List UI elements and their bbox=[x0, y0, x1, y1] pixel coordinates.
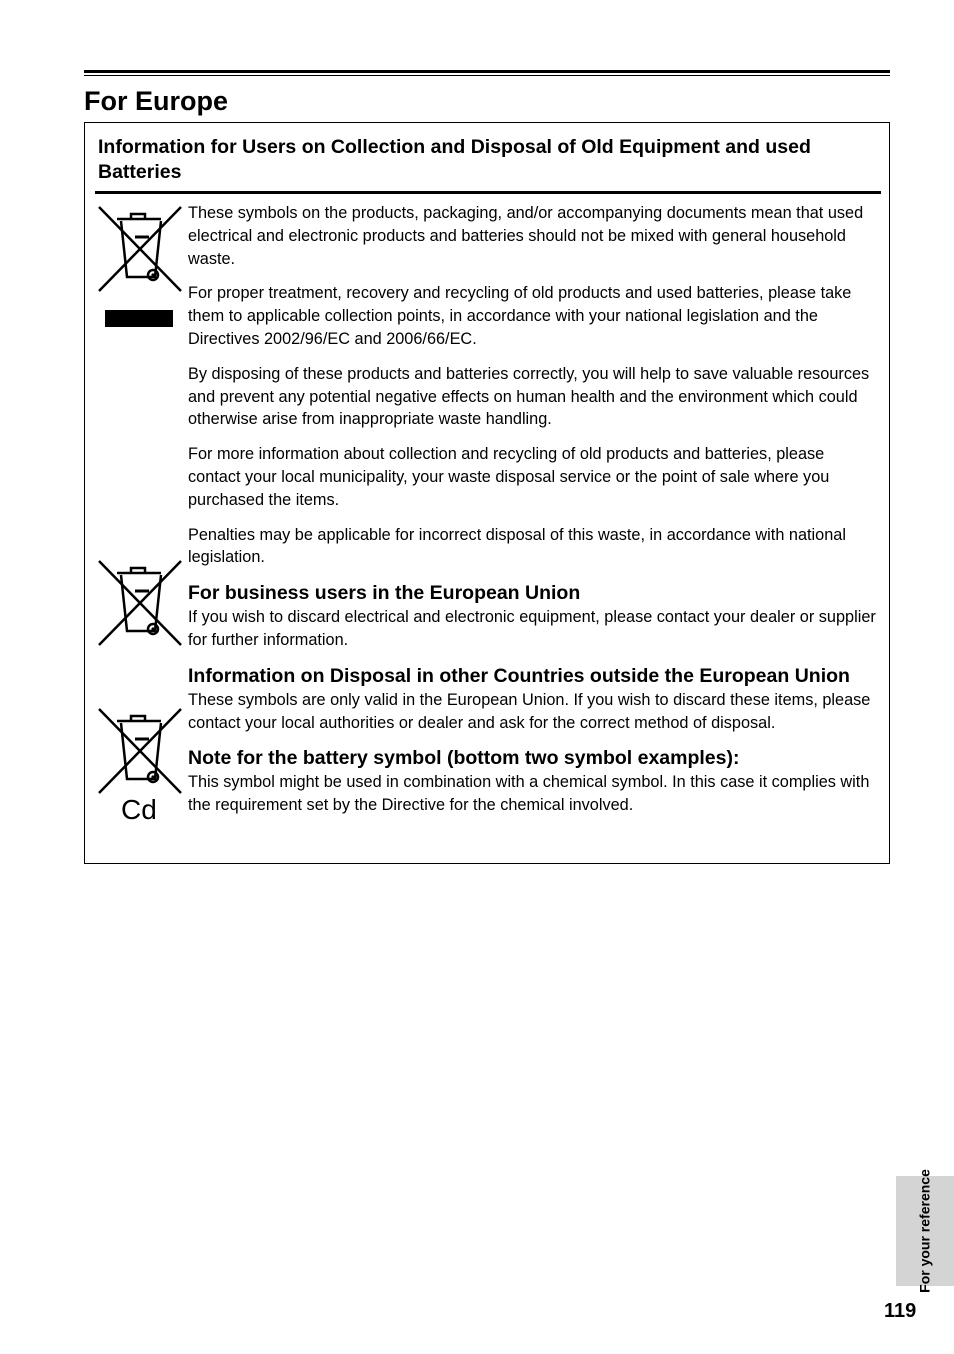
black-bar-symbol bbox=[105, 310, 173, 327]
side-tab[interactable] bbox=[896, 1169, 954, 1293]
side-tab-label: For your reference bbox=[916, 1169, 933, 1293]
paragraph: These symbols on the products, packaging, and/or accompanying documents mean that used electrical and electronic products and batteries should not be mixed with general household waste. bbox=[188, 204, 864, 268]
paragraph: Penalties may be applicable for incorrect disposal of this waste, in accordance with national legislation. bbox=[188, 525, 846, 567]
crossed-bin-icon bbox=[97, 559, 183, 651]
outside-eu-heading: Information on Disposal in other Countries outside the European Union bbox=[188, 664, 850, 687]
disposal-info-box bbox=[84, 122, 890, 864]
paragraph: For more information about collection and recycling of old products and batteries, please contact your local municipality, your waste disposal service or the point of sale where you purchased the items. bbox=[188, 445, 830, 509]
crossed-bin-icon bbox=[97, 707, 183, 799]
outside-eu-text: These symbols are only valid in the European Union. If you wish to discard these items, please contact your local authorities or dealer and ask for the correct method of disposal. bbox=[188, 690, 871, 732]
heading-rule bbox=[95, 191, 881, 194]
crossed-bin-icon bbox=[97, 205, 183, 297]
paragraph: For proper treatment, recovery and recycling of old products and used batteries, please take them to applicable collection points, in accordance with your national legislation and the Directives 2002/96/EC and 2006/66/EC. bbox=[188, 284, 852, 348]
page-title: For Europe bbox=[84, 86, 229, 116]
top-rule-thin bbox=[84, 75, 890, 76]
page-number: 119 bbox=[884, 1300, 917, 1322]
chemical-symbol: Cd bbox=[121, 794, 157, 825]
top-rule-thick bbox=[84, 70, 890, 73]
box-heading: Information for Users on Collection and Disposal of Old Equipment and used Batteries bbox=[98, 136, 811, 183]
battery-note-text: This symbol might be used in combination with a chemical symbol. In this case it complies with the requirement set by the Directive for the chemical involved. bbox=[188, 773, 870, 815]
box-content bbox=[188, 202, 880, 829]
paragraph: By disposing of these products and batteries correctly, you will help to save valuable resources and prevent any potential negative effects on human health and the environment which could otherwise arise from inappropriate waste handling. bbox=[188, 364, 870, 429]
battery-note-heading: Note for the battery symbol (bottom two symbol examples): bbox=[188, 747, 740, 770]
business-text: If you wish to discard electrical and electronic equipment, please contact your dealer or supplier for further information. bbox=[188, 608, 876, 649]
business-heading: For business users in the European Union bbox=[188, 582, 581, 605]
